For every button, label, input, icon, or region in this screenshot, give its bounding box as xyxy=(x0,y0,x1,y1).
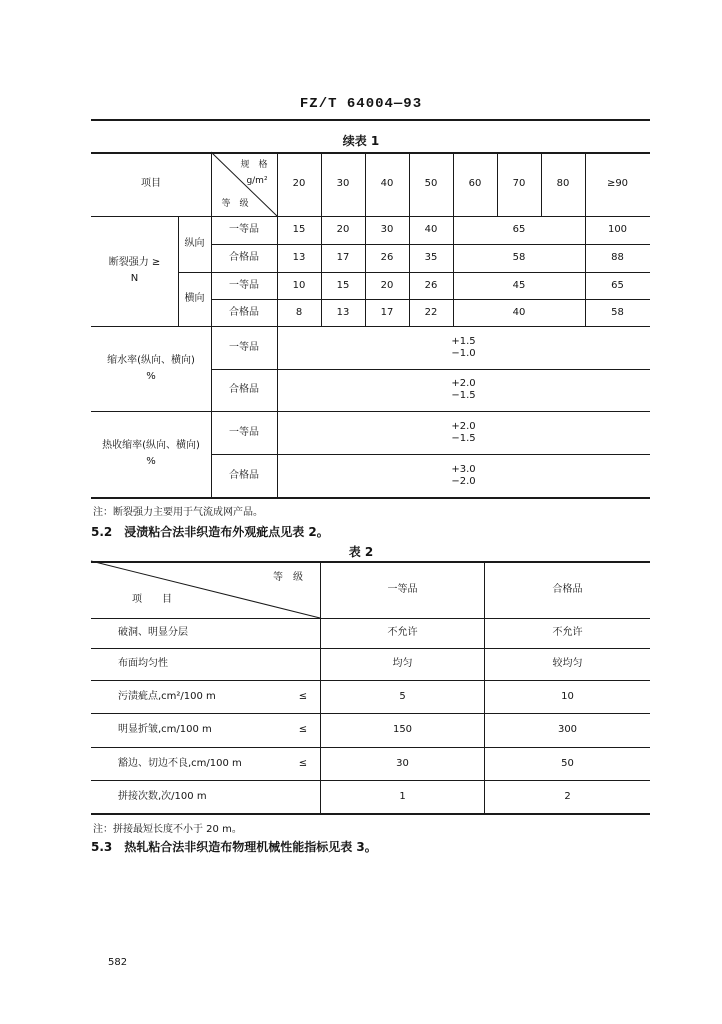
t1-cell: 22 xyxy=(424,306,438,318)
t1-tolerance-cell xyxy=(277,454,650,497)
t1-tol-minus: −1.5 xyxy=(451,432,476,444)
t1-col-header: 20 xyxy=(292,178,306,189)
t1-heat-name: 热收缩率(纵向、横向) xyxy=(102,440,200,451)
t1-tol-minus: −1.0 xyxy=(451,347,476,359)
t1-tol-plus: +1.5 xyxy=(451,335,476,347)
t1-cell: 17 xyxy=(380,306,394,318)
t1-cell: 88 xyxy=(611,252,624,263)
t1-col-header: 40 xyxy=(380,178,394,189)
t1-shrink-label xyxy=(91,326,211,411)
t1-cell: 30 xyxy=(380,224,394,235)
t1-strength-unit: N xyxy=(130,273,139,284)
t1-cell: 58 xyxy=(611,306,624,318)
t1-col-header: 80 xyxy=(556,178,570,189)
t2-item: 破洞、明显分层 xyxy=(118,627,188,638)
t2-leq-symbol: ≤ xyxy=(298,724,308,735)
page-number: 582 xyxy=(108,957,128,968)
t1-cell: 15 xyxy=(336,279,350,291)
t1-corner-unit: g/m² xyxy=(246,175,268,186)
t2-cell: 50 xyxy=(561,757,574,769)
t1-longitudinal: 纵向 xyxy=(184,238,205,249)
section-5-3: 5.3 热轧粘合法非织造布物理机械性能指标见表 3。 xyxy=(91,840,377,854)
t1-shrink-unit: % xyxy=(146,370,156,382)
table1-note: 注：断裂强力主要用于气流成网产品。 xyxy=(93,507,263,518)
t1-grade: 一等品 xyxy=(229,279,259,291)
t1-tol-minus: −1.5 xyxy=(451,390,476,401)
t2-item: 豁边、切边不良,cm/100 m xyxy=(118,757,242,769)
t1-col-header: 30 xyxy=(336,178,350,189)
t1-grade: 合格品 xyxy=(229,384,259,395)
table2-caption: 表 2 xyxy=(348,545,374,559)
t1-merged-cell: 58 xyxy=(512,252,526,263)
t1-merged-cell: 65 xyxy=(512,224,526,235)
t2-col-second-grade: 合格品 xyxy=(552,583,583,595)
t1-cell: 20 xyxy=(380,279,394,291)
t1-cell: 13 xyxy=(336,306,350,318)
t1-cell: 20 xyxy=(336,224,350,235)
t1-grade: 合格品 xyxy=(229,252,259,263)
t1-grade: 合格品 xyxy=(229,306,259,318)
t1-cell: 13 xyxy=(292,252,306,263)
t1-cell: 35 xyxy=(424,252,438,263)
t2-item: 布面均匀性 xyxy=(118,658,168,669)
t2-leq-symbol: ≤ xyxy=(298,690,308,702)
t2-item: 明显折皱,cm/100 m xyxy=(118,724,212,735)
t2-cell: 不允许 xyxy=(552,627,583,638)
t1-bottom-rule xyxy=(91,497,650,499)
t2-cell: 较均匀 xyxy=(552,658,583,669)
t1-corner-grade: 等 级 xyxy=(221,198,249,209)
table2-note: 注：拼接最短长度不小于 20 m。 xyxy=(93,824,242,835)
t1-strength-label xyxy=(91,216,178,326)
t2-item: 污渍疵点,cm²/100 m xyxy=(118,690,216,702)
t1-cell: 26 xyxy=(424,279,438,291)
t1-shrink-name: 缩水率(纵向、横向) xyxy=(107,354,195,366)
t2-cell: 30 xyxy=(396,757,409,769)
t1-merged-cell: 45 xyxy=(512,279,526,291)
t1-tol-minus: −2.0 xyxy=(451,475,476,487)
t2-leq-symbol: ≤ xyxy=(298,757,308,769)
t1-tolerance-cell xyxy=(277,411,650,454)
t1-corner-spec: 规 格 xyxy=(240,159,268,170)
t1-grade: 合格品 xyxy=(229,469,259,481)
t1-heat-label xyxy=(91,411,211,497)
t2-cell: 不允许 xyxy=(387,627,418,638)
t2-cell: 5 xyxy=(399,690,406,702)
t2-cell: 300 xyxy=(557,724,578,735)
t1-tol-plus: +3.0 xyxy=(451,463,476,475)
t1-tolerance-cell xyxy=(277,326,650,369)
t1-cell: 10 xyxy=(292,279,306,291)
t2-cell: 1 xyxy=(399,790,406,802)
t2-cell: 2 xyxy=(564,790,571,802)
t1-cell: 17 xyxy=(336,252,350,263)
table1-caption: 续表 1 xyxy=(342,134,380,148)
standard-header: FZ/T 64004—93 xyxy=(299,96,423,112)
t1-transverse: 横向 xyxy=(184,293,205,304)
t2-col-first-grade: 一等品 xyxy=(387,583,418,595)
t1-cell: 100 xyxy=(607,224,628,235)
t1-merged-cell: 40 xyxy=(512,306,526,318)
t2-cell: 10 xyxy=(561,690,574,702)
t1-cell: 26 xyxy=(380,252,394,263)
t2-cell: 150 xyxy=(392,724,413,735)
t1-col-header: 50 xyxy=(424,178,438,189)
t2-corner-item: 项 目 xyxy=(132,594,172,605)
t1-cell: 8 xyxy=(295,306,303,318)
t2-corner-grade: 等 级 xyxy=(273,572,303,583)
header-rule xyxy=(91,119,650,121)
t1-cell: 65 xyxy=(611,279,624,291)
t1-tolerance-cell xyxy=(277,369,650,411)
t1-strength-name: 断裂强力 ≥ xyxy=(108,257,161,268)
t1-item-header: 项目 xyxy=(141,178,161,189)
t1-col-header: 60 xyxy=(468,178,482,189)
t1-tol-plus: +2.0 xyxy=(451,420,476,432)
t1-tol-plus: +2.0 xyxy=(451,378,476,389)
section-5-2: 5.2 浸渍粘合法非织造布外观疵点见表 2。 xyxy=(91,525,329,539)
t2-item: 拼接次数,次/100 m xyxy=(118,790,207,802)
t1-cell: 40 xyxy=(424,224,438,235)
t1-grade: 一等品 xyxy=(229,224,259,235)
t1-grade: 一等品 xyxy=(229,341,259,353)
t1-col-header: ≥90 xyxy=(606,178,629,189)
t1-col-header: 70 xyxy=(512,178,526,189)
t1-grade: 一等品 xyxy=(229,426,259,438)
t1-heat-unit: % xyxy=(146,456,156,467)
t2-cell: 均匀 xyxy=(392,658,413,669)
t1-cell: 15 xyxy=(292,224,306,235)
t2-bottom-rule xyxy=(91,813,650,815)
